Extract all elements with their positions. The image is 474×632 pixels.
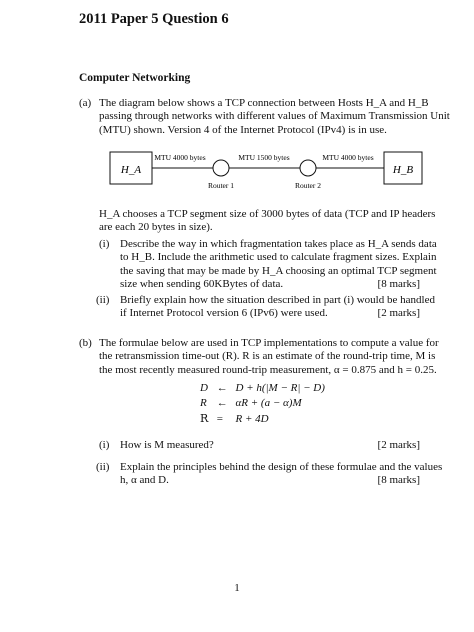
formula-row — [200, 411, 325, 427]
part-a-i-line: the saving that may be made by H_A choosing an optimal TCP segment — [120, 264, 437, 277]
part-b-ii-marks: [8 marks] — [377, 474, 420, 486]
part-a-label: (a) — [79, 97, 92, 109]
part-b-ii-line: h, α and D. — [120, 474, 169, 487]
formula-row — [200, 381, 325, 396]
link-1-mtu: MTU 4000 bytes — [154, 153, 206, 162]
part-b-intro-line: the retransmission time-out (R). R is an estimate of the round-trip time, M is — [99, 350, 436, 363]
formula-lhs: R — [200, 412, 209, 425]
formula-rhs: D + h(|M − R| − D) — [235, 382, 325, 394]
part-a-ii-line: Briefly explain how the situation described in part (i) would be handled — [120, 294, 435, 306]
part-a-i-line: size when sending 60KBytes of data. — [120, 278, 284, 291]
formula-operator: = — [216, 413, 223, 425]
part-b-intro — [99, 337, 439, 377]
router-2-label: Router 2 — [294, 181, 322, 190]
part-a-intro-line: The diagram below shows a TCP connection between Hosts H_A and H_B — [99, 97, 429, 109]
part-a-i-marks: [8 marks] — [377, 278, 420, 290]
part-b-label: (b) — [79, 337, 92, 349]
formula-row — [200, 396, 325, 411]
part-b-i-label: (i) — [99, 439, 110, 451]
part-a-i-line: to H_B. Include the arithmetic used to calculate fragment sizes. Explain — [120, 251, 437, 264]
formula-lhs: D — [200, 382, 208, 394]
part-a-i-line: Describe the way in which fragmentation takes place as H_A sends data — [120, 238, 437, 250]
host-b-label: H_B — [392, 164, 414, 176]
formula-operator: ← — [216, 397, 228, 409]
part-a-intro-line: (MTU) shown. Version 4 of the Internet Protocol (IPv4) is in use. — [99, 123, 387, 136]
part-b-intro-line: the most recently measured round-trip measurement, α = 0.875 and h = 0.25. — [99, 363, 437, 376]
link-3-mtu: MTU 4000 bytes — [322, 153, 374, 162]
router-2 — [300, 160, 316, 176]
section-title: Computer Networking — [79, 72, 191, 84]
part-a-intro-line: passing through networks with different values of Maximum Transmission Unit — [99, 110, 450, 123]
router-1-label: Router 1 — [207, 181, 235, 190]
link-2-mtu: MTU 1500 bytes — [238, 153, 290, 162]
part-b-ii-line: Explain the principles behind the design of these formulae and the values — [120, 461, 443, 473]
part-b-ii-label: (ii) — [96, 461, 110, 473]
formula-block — [200, 381, 325, 427]
part-a-ii-line: if Internet Protocol version 6 (IPv6) were used. — [120, 307, 328, 320]
question-title: 2011 Paper 5 Question 6 — [79, 11, 229, 27]
formula-lhs: R — [200, 397, 207, 409]
part-a-ii-label: (ii) — [96, 294, 110, 306]
formula-rhs: αR + (a − α)M — [235, 397, 302, 409]
formula-rhs: R + 4D — [235, 413, 269, 425]
page-number: 1 — [234, 582, 240, 594]
network-diagram — [108, 148, 424, 196]
part-b-i-marks: [2 marks] — [377, 439, 420, 451]
segment-size-text — [99, 208, 435, 235]
part-a-intro — [99, 97, 450, 137]
segment-size-line: are each 20 bytes in size). — [99, 221, 213, 234]
host-a-label: H_A — [120, 164, 142, 176]
part-a-i-label: (i) — [99, 238, 110, 250]
part-b-intro-line: The formulae below are used in TCP implementations to compute a value for — [99, 337, 439, 349]
formula-operator: ← — [216, 382, 228, 394]
part-a-ii-marks: [2 marks] — [377, 307, 420, 319]
part-b-i-text: How is M measured? — [120, 439, 214, 451]
segment-size-line: H_A chooses a TCP segment size of 3000 bytes of data (TCP and IP headers — [99, 208, 436, 220]
router-1 — [213, 160, 229, 176]
